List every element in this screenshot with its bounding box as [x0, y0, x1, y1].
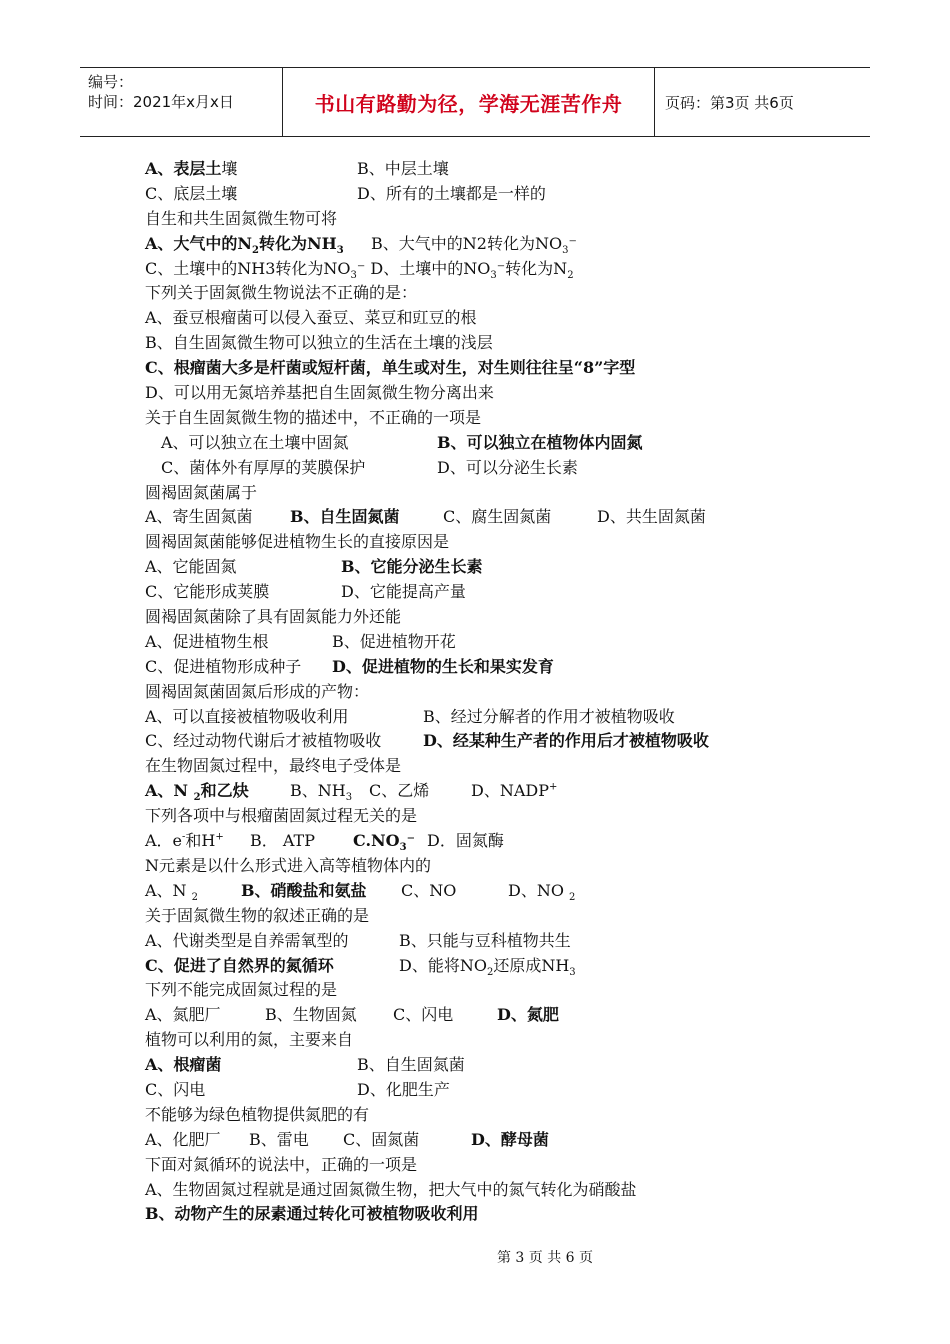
option-group	[471, 1128, 549, 1153]
text-line	[145, 954, 845, 979]
text-line	[145, 356, 845, 381]
text-segment: D、它能提高产量	[341, 582, 466, 602]
text-line	[145, 207, 845, 232]
header-motto: 书山有路勤为径，学海无涯苦作舟	[283, 68, 655, 136]
subscript: 3	[350, 269, 357, 281]
text-line	[145, 630, 845, 655]
text-line	[145, 431, 845, 456]
code-label: 编号：	[88, 73, 134, 91]
text-segment: B、生物固氮	[265, 1005, 357, 1025]
text-line	[145, 257, 845, 282]
text-segment: 圆褐固氮菌能够促进植物生长的直接原因是	[145, 532, 450, 552]
text-line	[145, 406, 845, 431]
text-segment: 植物可以利用的氮，主要来自	[145, 1030, 354, 1050]
text-segment: 圆褐固氮菌固氮后形成的产物：	[145, 681, 370, 701]
text-line	[145, 854, 845, 879]
superscript: +	[548, 781, 558, 793]
option-group	[437, 456, 578, 481]
text-segment: A、寄生固氮菌	[145, 507, 253, 527]
option-group	[341, 555, 483, 580]
text-segment: 下列不能完成固氮过程的是	[145, 980, 338, 1000]
text-segment: C、根瘤菌大多是杆菌或短杆菌，单生或对生，对生则往往呈“8”字型	[145, 358, 636, 378]
text-segment: A、它能固氮	[145, 557, 237, 577]
option-group	[341, 580, 466, 605]
text-line	[145, 1003, 845, 1028]
text-line	[145, 157, 845, 182]
text-segment: A、代谢类型是自养需氧型的	[145, 930, 349, 950]
option-group	[597, 505, 706, 530]
text-line	[145, 705, 845, 730]
text-line	[145, 580, 845, 605]
subscript: 3	[569, 966, 576, 978]
option-group	[265, 1003, 357, 1028]
subscript: 3	[399, 842, 407, 854]
option-group	[427, 829, 504, 854]
option-group	[357, 1078, 450, 1103]
text-segment: A、表层土	[145, 159, 222, 178]
text-segment: A、N	[145, 781, 194, 801]
text-line	[145, 1153, 845, 1178]
text-segment: C、菌体外有厚厚的荚膜保护	[161, 457, 366, 477]
option-group	[393, 1003, 453, 1028]
text-segment: C、促进植物形成种子	[145, 656, 302, 676]
text-segment: ⁻	[406, 831, 416, 851]
text-line	[145, 904, 845, 929]
option-group	[497, 1003, 559, 1028]
text-segment: N元素是以什么形式进入高等植物体内的	[145, 855, 432, 875]
text-line	[145, 978, 845, 1003]
text-segment: 圆褐固氮菌属于	[145, 482, 258, 502]
text-line	[145, 729, 845, 754]
text-line	[145, 555, 845, 580]
option-group	[357, 157, 449, 182]
text-line	[145, 281, 845, 306]
text-segment: 关于自生固氮微生物的描述中，不正确的一项是	[145, 407, 482, 427]
text-segment: A、生物固氮过程就是通过固氮微生物，把大气中的氮气转化为硝酸盐	[145, 1179, 637, 1199]
option-group	[401, 879, 456, 904]
text-segment: D、能将NO	[399, 955, 487, 975]
option-group	[290, 779, 352, 804]
text-line	[145, 1053, 845, 1078]
text-segment: D、NO	[508, 880, 570, 900]
superscript: -	[182, 831, 186, 843]
text-segment: A、可以独立在土壤中固氮	[161, 432, 349, 452]
option-group	[471, 779, 557, 804]
subscript: 3	[562, 244, 569, 256]
option-group	[508, 879, 575, 904]
text-line	[145, 381, 845, 406]
text-segment: ⁻转化为N	[496, 258, 568, 278]
text-segment: A、可以直接被植物吸收利用	[145, 706, 349, 726]
text-segment: 和H	[185, 831, 216, 851]
text-line	[145, 829, 845, 854]
text-segment: B、自生固氮微生物可以独立的生活在土壤的浅层	[145, 333, 493, 353]
text-segment: C、它能形成荚膜	[145, 582, 270, 602]
text-segment: C、闪电	[145, 1079, 206, 1099]
option-group	[399, 929, 571, 954]
text-segment: B、可以独立在植物体内固氮	[437, 432, 643, 452]
text-segment: C、固氮菌	[343, 1129, 420, 1149]
text-line	[145, 182, 845, 207]
text-line	[145, 505, 845, 530]
text-segment: 自生和共生固氮微生物可将	[145, 208, 338, 228]
text-segment: C、促进了自然界的氮循环	[145, 955, 334, 975]
text-line	[145, 1103, 845, 1128]
text-segment: B、硝酸盐和氨盐	[241, 880, 367, 900]
text-line	[145, 754, 845, 779]
option-group	[423, 729, 709, 754]
subscript: 2	[569, 892, 576, 904]
text-segment: 下列关于固氮微生物说法不正确的是：	[145, 283, 418, 303]
text-segment: A、氮肥厂	[145, 1005, 221, 1025]
subscript: 2	[567, 269, 574, 281]
page-footer: 第 3 页 共 6 页	[496, 1250, 594, 1266]
text-segment: 转化为NH	[259, 233, 337, 253]
text-segment: D、促进植物的生长和果实发育	[332, 656, 554, 676]
subscript: 2	[252, 244, 260, 256]
text-line	[145, 605, 845, 630]
option-group	[332, 655, 554, 680]
text-segment: 壤	[221, 159, 238, 178]
subscript: 3	[490, 269, 497, 281]
text-segment: D、NADP	[471, 781, 549, 801]
text-segment: B、NH	[290, 781, 346, 801]
text-segment: B、经过分解者的作用才被植物吸收	[423, 706, 675, 726]
text-line	[145, 680, 845, 705]
text-segment: ⁻	[568, 233, 577, 253]
text-segment: D、可以分泌生长素	[437, 457, 578, 477]
text-line	[145, 331, 845, 356]
text-segment: B、促进植物开花	[332, 631, 456, 651]
text-line	[145, 232, 845, 257]
text-segment: A、根瘤菌	[145, 1055, 222, 1075]
header-meta	[80, 68, 283, 136]
text-segment: D、经某种生产者的作用后才被植物吸收	[423, 731, 709, 751]
text-line	[145, 929, 845, 954]
text-line	[145, 530, 845, 555]
text-segment: D、可以用无氮培养基把自生固氮微生物分离出来	[145, 383, 494, 403]
text-segment: A、蚕豆根瘤菌可以侵入蚕豆、菜豆和豇豆的根	[145, 308, 477, 328]
text-segment: D、化肥生产	[357, 1079, 450, 1099]
time-label: 时间：2021年x月x日	[88, 93, 234, 111]
text-segment: 下列各项中与根瘤菌固氮过程无关的是	[145, 806, 418, 826]
text-line	[145, 1178, 845, 1203]
text-segment: C、腐生固氮菌	[443, 507, 552, 527]
text-segment: 圆褐固氮菌除了具有固氮能力外还能	[145, 607, 402, 627]
text-segment: 在生物固氮过程中，最终电子受体是	[145, 756, 402, 776]
text-segment: A、化肥厂	[145, 1129, 221, 1149]
text-segment: C、乙烯	[369, 781, 430, 801]
option-group	[353, 829, 415, 854]
option-group	[343, 1128, 419, 1153]
text-line	[145, 879, 845, 904]
text-segment: D、共生固氮菌	[597, 507, 706, 527]
text-segment: A．e	[145, 831, 183, 851]
option-group	[357, 182, 546, 207]
option-group	[241, 879, 367, 904]
subscript: 2	[486, 966, 494, 978]
option-group	[399, 954, 576, 979]
text-segment: B． ATP	[250, 831, 315, 851]
text-segment: C.NO	[353, 831, 400, 851]
text-line	[145, 655, 845, 680]
text-segment: D、氮肥	[497, 1005, 559, 1025]
option-group	[332, 630, 456, 655]
option-group	[249, 1128, 309, 1153]
text-line	[145, 1128, 845, 1153]
text-segment: B、只能与豆科植物共生	[399, 930, 571, 950]
text-segment: 不能够为绿色植物提供氮肥的有	[145, 1104, 370, 1124]
option-group	[437, 431, 643, 456]
question-content	[145, 157, 845, 1227]
text-line	[145, 456, 845, 481]
text-segment: C、经过动物代谢后才被植物吸收	[145, 731, 382, 751]
text-segment: C、NO	[401, 880, 457, 900]
superscript: +	[215, 831, 224, 843]
text-segment: B、它能分泌生长素	[341, 557, 483, 577]
subscript: 3	[345, 792, 353, 804]
text-segment: C、闪电	[393, 1005, 454, 1025]
page-header	[80, 67, 870, 137]
text-segment: A、大气中的N	[145, 233, 253, 253]
text-segment: C、土壤中的NH3转化为NO	[145, 258, 351, 278]
text-segment: B、自生固氮菌	[290, 507, 400, 527]
text-segment: C、底层土壤	[145, 183, 238, 203]
option-group	[290, 505, 400, 530]
text-segment: ⁻ D、土壤中的NO	[356, 258, 491, 278]
text-line	[145, 1028, 845, 1053]
text-segment: B、雷电	[249, 1129, 309, 1149]
subscript: 3	[336, 244, 344, 256]
option-group	[357, 1053, 465, 1078]
text-segment: B、中层土壤	[357, 159, 449, 178]
text-line	[145, 1078, 845, 1103]
header-page-info: 页码：第3页 共6页	[665, 93, 794, 112]
text-segment: 还原成NH	[493, 955, 570, 975]
text-line	[145, 804, 845, 829]
option-group	[423, 705, 675, 730]
text-segment: D、酵母菌	[471, 1129, 549, 1149]
text-segment: 关于固氮微生物的叙述正确的是	[145, 905, 370, 925]
option-group	[371, 232, 577, 257]
text-line	[145, 1202, 845, 1227]
option-group	[443, 505, 551, 530]
text-line	[145, 481, 845, 506]
text-segment: 下面对氮循环的说法中，正确的一项是	[145, 1154, 418, 1174]
subscript: 2	[193, 792, 201, 804]
text-segment: B、自生固氮菌	[357, 1055, 465, 1075]
text-segment: B、大气中的N2转化为NO	[371, 233, 563, 253]
option-group	[250, 829, 315, 854]
text-segment: 和乙炔	[200, 781, 249, 801]
text-segment: D、所有的土壤都是一样的	[357, 183, 546, 203]
subscript: 2	[191, 892, 199, 904]
text-segment: D．固氮酶	[427, 831, 504, 851]
text-segment: A、促进植物生根	[145, 631, 269, 651]
option-group	[369, 779, 429, 804]
text-segment: A、N	[145, 880, 192, 900]
text-segment: B、动物产生的尿素通过转化可被植物吸收利用	[145, 1204, 479, 1224]
text-line	[145, 306, 845, 331]
text-line	[145, 779, 845, 804]
